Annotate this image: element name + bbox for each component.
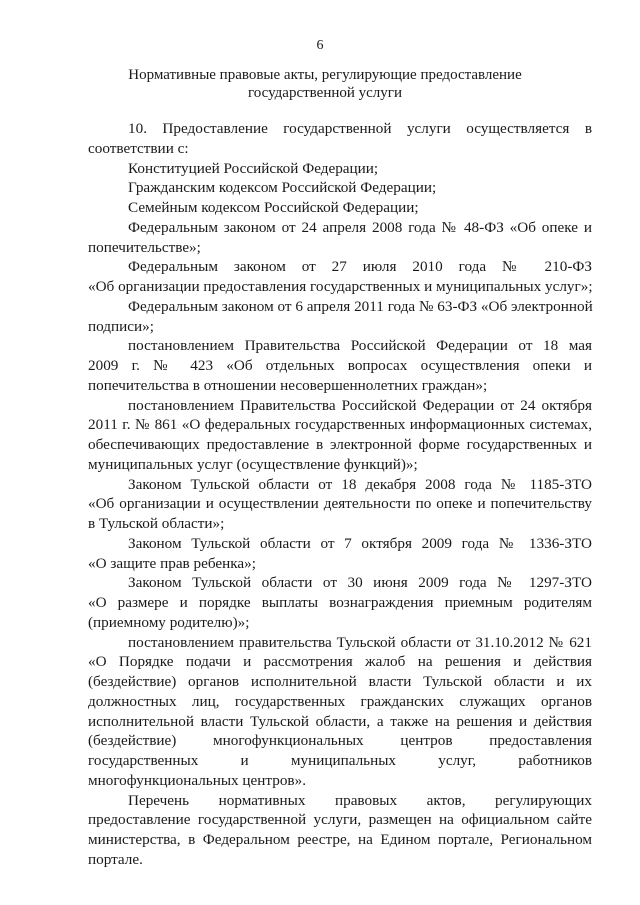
body-text-line: попечительстве»; — [88, 238, 201, 256]
body-text-line: в Тульской области»; — [88, 515, 225, 532]
body-text-line: постановлением правительства Тульской области от 31.10.2012 № 621 — [128, 633, 592, 651]
body-text-line: «Об организации и осуществлении деятельности по опеке и попечительству — [88, 495, 592, 513]
body-text-line: соответствии с: — [88, 139, 189, 157]
body-text-line: Конституцией Российской Федерации; — [128, 159, 379, 177]
section-heading-line: государственной услуги — [248, 85, 402, 101]
body-text-line: «О размере и порядке выплаты вознаграждения приемным родителям — [88, 594, 592, 611]
body-text-line: предоставление государственной услуги, размещен на официальном сайте — [88, 811, 592, 829]
body-text-line: обеспечивающих предоставление в электронной форме государственных и — [88, 436, 592, 453]
body-text-line: государственных и муниципальных услуг, работников — [88, 752, 592, 769]
body-text-line: попечительства в отношении несовершеннолетних граждан»; — [88, 376, 488, 394]
page-number: 6 — [316, 38, 324, 53]
body-text-line: исполнительной власти Тульской области, а также на решения и действия — [88, 712, 592, 730]
body-text-line: муниципальных услуг (осуществление функций)»; — [88, 455, 418, 473]
body-text-line: (приемному родителю)»; — [88, 613, 250, 631]
body-text-line: портале. — [88, 850, 143, 868]
body-text-line: (бездействие) многофункциональных центров предоставления — [88, 732, 592, 750]
body-text-line: Федеральным законом от 6 апреля 2011 года № 63-ФЗ «Об электронной — [128, 297, 593, 315]
body-text-line: постановлением Правительства Российской Федерации от 24 октября — [128, 396, 592, 414]
body-text-line: Законом Тульской области от 30 июня 2009 года № 1297-ЗТО — [128, 574, 592, 592]
body-text-line: должностных лиц, государственных гражданских служащих органов — [88, 692, 592, 710]
body-text-line: 2009 г. № 423 «Об отдельных вопросах осуществления опеки и — [88, 357, 592, 374]
body-text-line: Перечень нормативных правовых актов, регулирующих — [128, 791, 592, 809]
body-text-line: многофункциональных центров». — [88, 771, 306, 789]
section-heading-line: Нормативные правовые акты, регулирующие предоставление — [128, 67, 522, 83]
body-text-line: 2011 г. № 861 «О федеральных государственных информационных системах, — [88, 416, 592, 434]
body-text-line: «О защите прав ребенка»; — [88, 554, 256, 572]
body-text-line: Федеральным законом от 27 июля 2010 года № 210-ФЗ — [128, 258, 592, 276]
body-text-line: Семейным кодексом Российской Федерации; — [128, 199, 419, 216]
body-text-line: постановлением Правительства Российской Федерации от 18 мая — [128, 337, 592, 355]
body-text-line: «О Порядке подачи и рассмотрения жалоб на решения и действия — [88, 653, 592, 671]
body-text-line: (бездействие) органов исполнительной власти Тульской области и их — [88, 673, 592, 690]
body-text-line: подписи»; — [88, 317, 154, 335]
body-text-line: министерства, в Федеральном реестре, на Едином портале, Региональном — [88, 831, 592, 848]
body-text-line: Гражданским кодексом Российской Федерации; — [128, 179, 437, 197]
body-text-line: Федеральным законом от 24 апреля 2008 года № 48-ФЗ «Об опеке и — [128, 218, 592, 236]
body-text-line: Законом Тульской области от 7 октября 2009 года № 1336-ЗТО — [128, 534, 592, 552]
body-text-line: «Об организации предоставления государственных и муниципальных услуг»; — [88, 278, 593, 295]
body-text-line: 10. Предоставление государственной услуги осуществляется в — [128, 120, 592, 137]
body-text-line: Законом Тульской области от 18 декабря 2008 года № 1185-ЗТО — [128, 475, 592, 493]
